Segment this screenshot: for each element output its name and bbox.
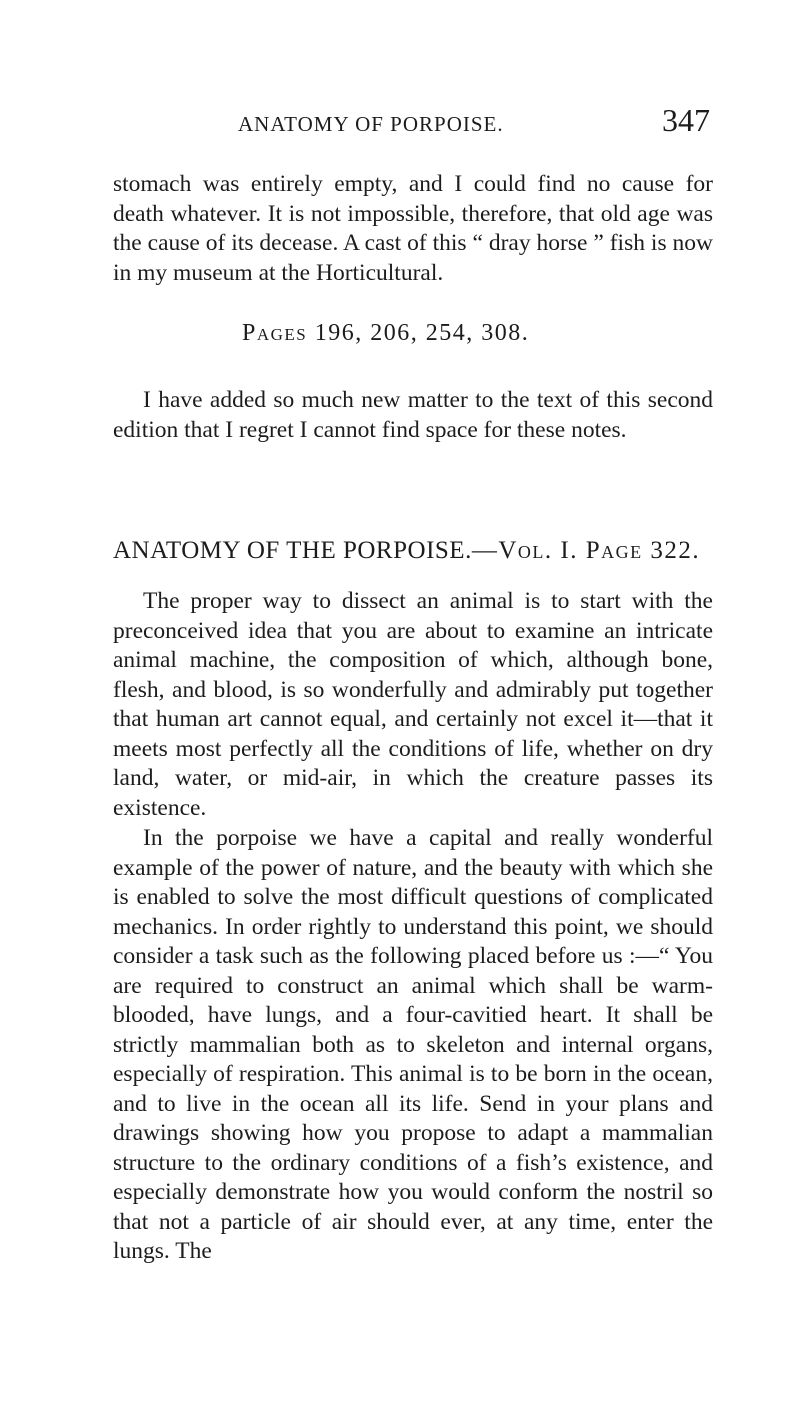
paragraph-porpoise-example: In the porpoise we have a capital and really wonderful example of the power of nature, and the beauty with which she is enabled to solve the most difficult questions of complicated mechanics. In order rightly to understand this point, we should consider a task such as the following placed before us :—“ You are required to construct an animal which shall be warm-blooded, have lungs, and a four-cavitied heart. It shall be strictly mammalian both as to skeleton and internal organs, especially of respiration. This animal is to be born in the ocean, and to live in the ocean all its life. Send in your plans and drawings showing how you propose to adapt a mammalian structure to the ordinary conditions of a fish’s existence, and especially demonstrate how you would conform the nostril so that not a particle of air should ever, at any time, enter the lungs. The	[113, 825, 713, 1264]
paragraph-dissection: The proper way to dissect an animal is to start with the preconceived idea that you are about to examine an intricate animal machine, the composition of which, although bone, flesh, and blood, is so wonderfully and admirably put together that human art cannot equal, and certainly not excel it—that it meets most perfectly all the conditions of life, whether on dry land, water, or mid-air, in which the creature passes its existence.	[113, 588, 713, 821]
anatomy-heading-reference: —Vol. I. Page 322.	[471, 537, 701, 564]
running-title: ANATOMY OF PORPOISE.	[238, 112, 504, 136]
running-head	[160, 102, 710, 148]
anatomy-heading	[113, 537, 700, 565]
paragraph-stomach: stomach was entirely empty, and I could find no cause for death whatever. It is not impossible, therefore, that old age was the cause of its decease. A cast of this “ dray horse ” fish is now in my museum at the Horticultural.	[113, 171, 713, 286]
anatomy-heading-title: ANATOMY OF THE PORPOISE.	[113, 537, 472, 564]
page-number: 347	[662, 102, 710, 138]
paragraph-new-matter: I have added so much new matter to the text of this second edition that I regret I cannot find space for these notes.	[113, 387, 713, 443]
pages-heading: Pages 196, 206, 254, 308.	[242, 320, 530, 346]
